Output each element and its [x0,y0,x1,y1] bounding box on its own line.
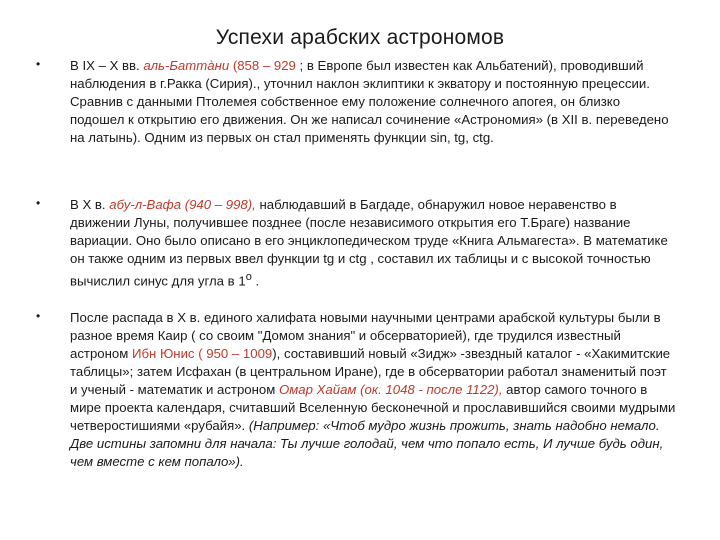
astronomer-name-omar-khayyam: Омар Хайам (ок. 1048 - после 1122), [278,382,503,397]
bullet-abu-l-wafa [70,196,676,290]
astronomer-name-ibn-yunus: Ибн Юнис ( 950 – 1009 [131,346,273,361]
degree-superscript: о [245,271,252,283]
astronomer-dates-al-battani: (858 – 929 [229,58,296,73]
bullet-text-part: После распада в X в. единого халифата новыми научными центрами арабской культуры были в разное время Каир ( со своим "Домом знания" и обсерваторией), где трудился известный астроном [70,310,661,361]
bullet-text-part: . [251,273,260,289]
bullet-text-part: В IX – X вв. [70,58,144,73]
bullet-text-part: В X в. [70,197,110,212]
astronomer-name-abu-l-wafa: абу-л-Вафа (940 – 998), [109,197,256,212]
bullet-marker: • [36,309,41,323]
bullet-caliphate-centers [70,309,676,471]
bullet-text-part: наблюдавший в Багдаде, обнаружил новое неравенство в движении Луны, получившее позднее (после независимого открытия его Т.Браге) название вариации. Оно было описано в его энциклопедическом труде «Книга Альмагеста». В математике он также одним из первых ввел функции tg и ctg , составил их таблицы и с высокой точностью вычислил синус для угла в 1 [70,197,668,289]
rubaiyat-quote: (Например: «Чтоб мудро жизнь прожить, знать надобно немало. Две истины запомни для начала: Ты лучше голодай, чем что попало есть, И лучше будь один, чем вместе с кем попало»). [70,418,664,469]
bullet-marker: • [36,196,41,210]
bullet-text-part: ), составивший новый «Зидж» -звездный каталог - «Хакимитские таблицы»; затем Исфахан (в центральном Иране), где в обсерватории работал знаменитый поэт и ученый - математик и астроном [70,346,671,397]
bullet-al-battani [70,57,676,147]
bullet-marker: • [36,57,41,71]
slide-title: Успехи арабских астрономов [215,26,505,49]
bullet-text-part: ; в Европе был известен как Альбатений), проводивший наблюдения в г.Ракка (Сирия)., уточнил наклон эклиптики к экватору и постоянную прецессии. Сравнив с данными Птолемея собственное ему положение солнечного апогея, он близко подошел к открытию его движения. Он же написал сочинение «Астрономия» (в XII в. переведено на латынь). Одним из первых он стал применять функции sin, tg, ctg. [70,58,669,145]
astronomer-name-al-battani: аль-Баттàни [143,58,230,73]
bullet-text-part: автор самого точного в мире проекта календаря, считавший Вселенную бесконечной и прославившийся своими мудрыми четверостишиями «рубайя». [70,382,676,433]
